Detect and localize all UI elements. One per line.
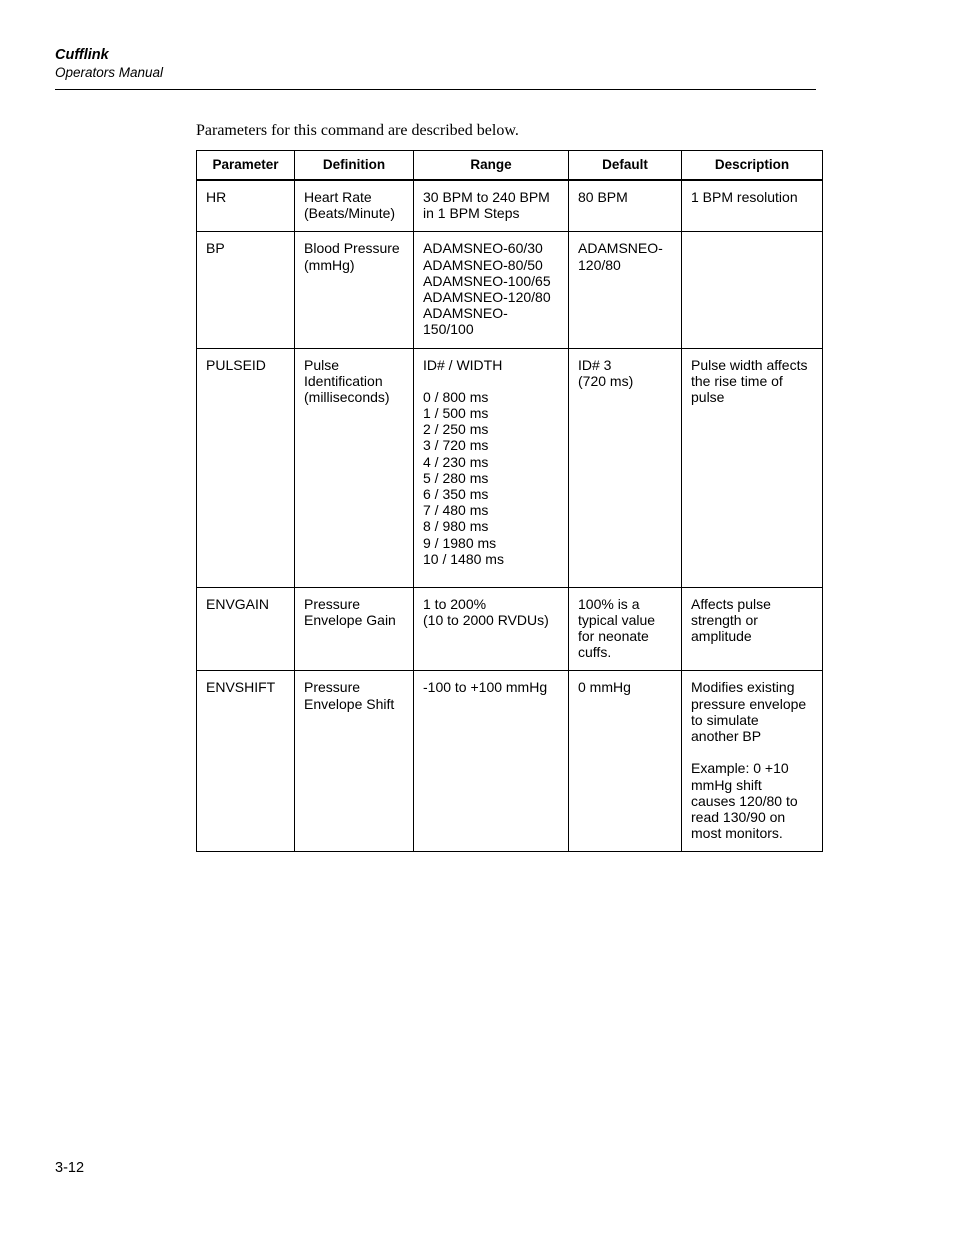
- column-header-range: Range: [414, 151, 569, 181]
- running-header: [55, 46, 816, 82]
- range-line: ADAMSNEO-120/80: [423, 289, 551, 306]
- range-line: 7 / 480 ms: [423, 502, 489, 519]
- parameter-cell: PULSEID: [197, 348, 295, 587]
- range-cell: [414, 587, 569, 671]
- range-cell: [414, 348, 569, 587]
- range-spacer: [423, 373, 560, 389]
- range-line: in 1 BPM Steps: [423, 205, 520, 222]
- range-cell: [414, 180, 569, 232]
- range-line: 10 / 1480 ms: [423, 550, 504, 567]
- range-cell: [414, 671, 569, 852]
- table-row: [197, 587, 823, 671]
- column-header-default: Default: [569, 151, 682, 181]
- range-line: (10 to 2000 RVDUs): [423, 611, 549, 628]
- header-divider: [55, 89, 816, 90]
- range-line: 0 / 800 ms: [423, 388, 489, 405]
- description-cell: Affects pulse strength or amplitude: [682, 587, 823, 671]
- range-line: 9 / 1980 ms: [423, 534, 497, 551]
- range-cell: [414, 232, 569, 348]
- table-body: [197, 180, 823, 852]
- range-line: -100 to +100 mmHg: [423, 679, 548, 696]
- range-line: 4 / 230 ms: [423, 453, 489, 470]
- range-line: 8 / 980 ms: [423, 518, 489, 535]
- description-cell: [682, 232, 823, 348]
- description-cell: Modifies existing pressure envelope to simulate another BP Example: 0 +10 mmHg shift causes 120/80 to read 130/90 on most monitors.: [682, 671, 823, 852]
- default-cell: 100% is a typical value for neonate cuffs.: [569, 587, 682, 671]
- range-line: ADAMSNEO-80/50: [423, 256, 543, 273]
- manual-subtitle: Operators Manual: [55, 65, 164, 80]
- range-line: 3 / 720 ms: [423, 437, 489, 454]
- range-line: ADAMSNEO-100/65: [423, 272, 551, 289]
- definition-cell: Pressure Envelope Gain: [295, 587, 414, 671]
- range-line: 6 / 350 ms: [423, 486, 489, 503]
- page-number: 3-12: [55, 1160, 85, 1176]
- table-row: [197, 180, 823, 232]
- default-cell: ADAMSNEO- 120/80: [569, 232, 682, 348]
- range-line: 5 / 280 ms: [423, 469, 489, 486]
- range-line: ADAMSNEO-: [423, 305, 508, 322]
- parameter-cell: ENVSHIFT: [197, 671, 295, 852]
- definition-cell: Pulse Identification (milliseconds): [295, 348, 414, 587]
- table-header-row: [197, 151, 823, 181]
- column-header-definition: Definition: [295, 151, 414, 181]
- intro-text: Parameters for this command are described below.: [196, 122, 519, 139]
- manual-title: Cufflink: [55, 47, 109, 63]
- range-line: 150/100: [423, 321, 474, 338]
- range-line: 1 / 500 ms: [423, 405, 489, 422]
- default-cell: 80 BPM: [569, 180, 682, 232]
- parameter-cell: BP: [197, 232, 295, 348]
- column-header-parameter: Parameter: [197, 151, 295, 181]
- definition-cell: Pressure Envelope Shift: [295, 671, 414, 852]
- range-line: 1 to 200%: [423, 595, 487, 612]
- description-cell: Pulse width affects the rise time of pulse: [682, 348, 823, 587]
- range-line: 30 BPM to 240 BPM: [423, 189, 550, 205]
- range-line: ADAMSNEO-60/30: [423, 240, 543, 257]
- range-line: 2 / 250 ms: [423, 421, 489, 438]
- table-row: [197, 232, 823, 348]
- parameter-cell: HR: [197, 180, 295, 232]
- range-line: ID# / WIDTH: [423, 356, 503, 373]
- description-cell: 1 BPM resolution: [682, 180, 823, 232]
- table-row: [197, 671, 823, 852]
- default-cell: 0 mmHg: [569, 671, 682, 852]
- definition-cell: Blood Pressure (mmHg): [295, 232, 414, 348]
- definition-cell: Heart Rate (Beats/Minute): [295, 180, 414, 232]
- parameter-cell: ENVGAIN: [197, 587, 295, 671]
- parameters-table: [196, 150, 823, 852]
- default-cell: ID# 3 (720 ms): [569, 348, 682, 587]
- table-row: [197, 348, 823, 587]
- column-header-description: Description: [682, 151, 823, 181]
